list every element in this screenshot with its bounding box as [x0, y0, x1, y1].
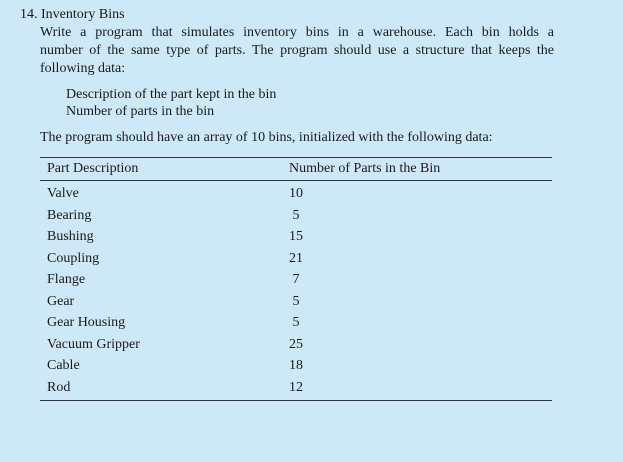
part-description-cell: Gear [47, 293, 75, 309]
table-row [40, 226, 552, 248]
part-count-cell: 21 [289, 250, 303, 266]
part-count-cell: 18 [289, 358, 303, 373]
description-line: number of the same type of parts. The program should use a structure that keeps the [40, 43, 554, 58]
part-description-cell: Gear Housing [47, 315, 126, 330]
part-description-cell: Coupling [47, 250, 100, 266]
part-description-cell: Bearing [47, 207, 92, 223]
header-part-description: Part Description [47, 161, 139, 176]
part-description-cell: Valve [47, 186, 79, 201]
part-count-cell: 5 [292, 315, 300, 330]
table-row [40, 377, 552, 399]
structure-fields-list [66, 86, 276, 120]
header-number-of-parts: Number of Parts in the Bin [289, 161, 441, 176]
table-row [40, 334, 552, 356]
part-description-cell: Cable [47, 358, 80, 373]
table-bottom-rule [40, 400, 552, 401]
part-count-cell: 25 [289, 336, 303, 352]
table-row [40, 183, 552, 205]
table-row [40, 355, 552, 377]
part-count-cell: 12 [289, 379, 303, 395]
structure-field: Number of parts in the bin [66, 104, 215, 119]
part-description-cell: Flange [47, 272, 86, 287]
structure-field: Description of the part kept in the bin [66, 87, 277, 102]
exercise-description [40, 24, 554, 78]
description-line: Write a program that simulates inventory bins in a warehouse. Each bin holds a [40, 25, 554, 40]
description-line: following data: [40, 61, 126, 76]
part-count-cell: 10 [289, 186, 303, 201]
table-header-row [40, 158, 552, 180]
table-row [40, 248, 552, 270]
table-row [40, 312, 552, 334]
part-count-cell: 15 [289, 229, 303, 244]
part-count-cell: 5 [292, 293, 300, 309]
part-description-cell: Bushing [47, 229, 94, 244]
table-row [40, 269, 552, 291]
exercise-title: 14. Inventory Bins [20, 7, 125, 22]
part-description-cell: Rod [47, 379, 71, 395]
table-body [40, 181, 552, 398]
table-intro: The program should have an array of 10 bins, initialized with the following data: [40, 130, 493, 145]
inventory-table [40, 157, 552, 401]
table-row [40, 205, 552, 227]
part-count-cell: 5 [292, 207, 300, 223]
table-row [40, 291, 552, 313]
part-description-cell: Vacuum Gripper [47, 336, 140, 352]
part-count-cell: 7 [292, 272, 300, 287]
